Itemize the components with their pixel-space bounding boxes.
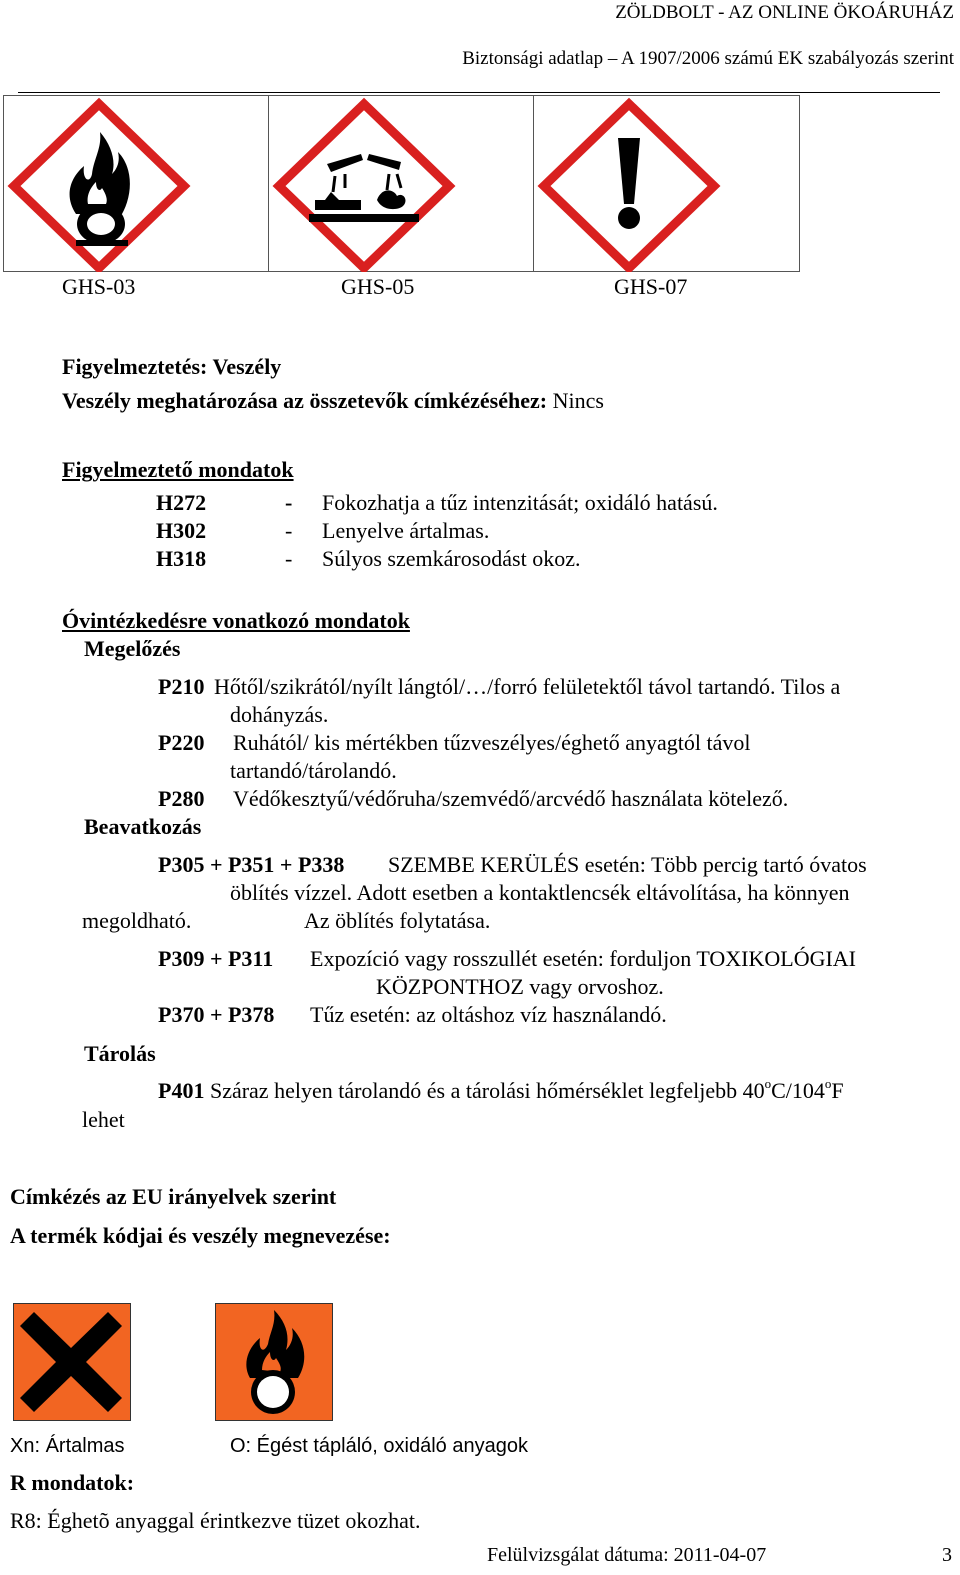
signal-label: Figyelmeztetés: [62, 354, 208, 379]
h318-text: Súlyos szemkárosodást okoz. [322, 546, 581, 571]
flame-over-circle-icon [216, 1304, 331, 1419]
flame-over-circle-icon [4, 96, 194, 272]
p305-text-line1: SZEMBE KERÜLÉS esetén: Több percig tartó óvatos [388, 852, 867, 877]
r-phrases-title: R mondatok: [10, 1470, 135, 1495]
ghs07-code: GHS-07 [614, 274, 688, 299]
p220-text-line1: Ruhától/ kis mértékben tűzveszélyes/éghető anyagtól távol [233, 730, 751, 755]
p370-text-line1: Tűz esetén: az oltáshoz víz használandó. [310, 1002, 667, 1027]
p220-code: P220 [158, 730, 205, 755]
h302-code: H302 [156, 518, 207, 543]
hazard-statements-title: Figyelmeztető mondatok [62, 457, 294, 482]
precautionary-title: Óvintézkedésre vonatkozó mondatok [62, 608, 410, 633]
p280-code: P280 [158, 786, 205, 811]
signal-value: Veszély [212, 354, 282, 379]
r8-text: R8: Éghetõ anyaggal érintkezve tüzet okozhat. [10, 1508, 421, 1533]
p401-text-b: C/104 [771, 1078, 825, 1103]
h272-text: Fokozhatja a tűz intenzitását; oxidáló hatású. [322, 490, 718, 515]
p305-text-line3b: Az öblítés folytatása. [304, 908, 491, 933]
h272-code: H272 [156, 490, 207, 515]
storage-label: Tárolás [84, 1041, 156, 1066]
p401-code: P401 [158, 1078, 205, 1103]
h272-dash: - [285, 490, 293, 515]
hazard-value: Nincs [552, 388, 604, 413]
p309-text-line1: Expozíció vagy rosszullét esetén: forduljon TOXIKOLÓGIAI [310, 946, 857, 971]
p401-text-c: F [831, 1078, 844, 1103]
p401-line1 [158, 1075, 844, 1104]
ghs07-pictogram [533, 95, 800, 272]
st-andrews-cross-icon [14, 1304, 129, 1419]
ghs03-pictogram [3, 95, 269, 272]
p309-text-line2: KÖZPONTHOZ vagy orvoshoz. [376, 974, 664, 999]
xn-caption: Xn: Ártalmas [10, 1435, 125, 1457]
signal-word-line [62, 354, 281, 380]
response-label: Beavatkozás [84, 814, 202, 839]
document-subtitle: Biztonsági adatlap – A 1907/2006 számú EK szabályozás szerint [462, 48, 954, 69]
p401-line2: lehet [82, 1107, 125, 1132]
ghs03-code: GHS-03 [62, 274, 136, 299]
o-oxidizing-symbol [215, 1303, 333, 1421]
hazard-determination-line [62, 388, 604, 414]
ghs05-pictogram [268, 95, 534, 272]
h302-text: Lenyelve ártalmas. [322, 518, 490, 543]
p401-degree-sup-2: o [824, 1075, 832, 1091]
page-number: 3 [942, 1544, 952, 1566]
p305-text-line3a: megoldható. [82, 908, 192, 933]
o-caption: O: Égést tápláló, oxidáló anyagok [230, 1435, 528, 1457]
h318-dash: - [285, 546, 293, 571]
p401-text-a: Száraz helyen tárolandó és a tárolási hőmérséklet legfeljebb 40 [209, 1078, 765, 1103]
p220-text-line2: tartandó/tárolandó. [230, 758, 397, 783]
eu-labeling-subtitle: A termék kódjai és veszély megnevezése: [10, 1223, 391, 1248]
p280-text-line1: Védőkesztyű/védőruha/szemvédő/arcvédő használata kötelező. [233, 786, 789, 811]
company-name: ZÖLDBOLT - AZ ONLINE ÖKOÁRUHÁZ [615, 2, 954, 23]
exclamation-mark-icon [534, 96, 724, 272]
prevention-label: Megelőzés [84, 636, 181, 661]
h318-code: H318 [156, 546, 207, 571]
h302-dash: - [285, 518, 293, 543]
corrosion-icon [269, 96, 459, 272]
review-date: Felülvizsgálat dátuma: 2011-04-07 [487, 1544, 767, 1566]
p210-text-line1: Hőtől/szikrától/nyílt lángtól/…/forró felületektől távol tartandó. Tilos a [214, 674, 841, 699]
xn-harmful-symbol [13, 1303, 131, 1421]
p305-code: P305 + P351 + P338 [158, 852, 345, 877]
p210-text-line2: dohányzás. [230, 702, 329, 727]
p401-degree-sup-1: o [764, 1075, 772, 1091]
header-rule [18, 92, 940, 93]
p210-code: P210 [158, 674, 205, 699]
p309-code: P309 + P311 [158, 946, 274, 971]
p305-text-line2: öblítés vízzel. Adott esetben a kontaktlencsék eltávolítása, ha könnyen [230, 880, 850, 905]
ghs05-code: GHS-05 [341, 274, 415, 299]
eu-labeling-title: Címkézés az EU irányelvek szerint [10, 1184, 337, 1209]
hazard-label: Veszély meghatározása az összetevők címkézéséhez: [62, 388, 548, 413]
p370-code: P370 + P378 [158, 1002, 275, 1027]
